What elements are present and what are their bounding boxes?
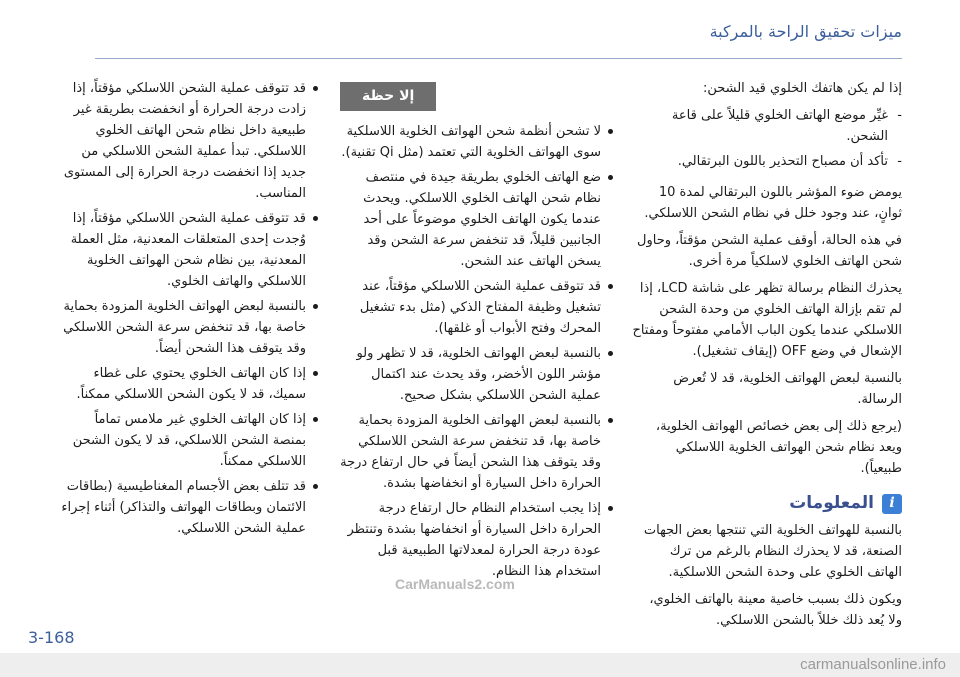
paragraph: يحذرك النظام برسالة تظهر على شاشة LCD، إذا لم تقم بإزالة الهاتف الخلوي من وحدة الشحن اللاسلكي عندما يكون الباب الأمامي مفتوحاً ومفتاح الإشعال في وضع OFF (إيقاف تشغيل). (632, 281, 902, 359)
header-divider (95, 58, 902, 59)
paragraph: (يرجع ذلك إلى بعض خصائص الهواتف الخلوية، ويعد نظام شحن الهواتف الخلوية اللاسلكي طبيعياً). (655, 419, 902, 476)
dash-item: - تأكد أن مصباح التحذير باللون البرتقالي. (632, 151, 902, 172)
middle-column (340, 78, 615, 586)
site-watermark: carmanualsonline.info (0, 653, 960, 677)
info-heading-label: المعلومات (789, 493, 874, 513)
header-title: ميزات تحقيق الراحة بالمركبة (709, 22, 902, 41)
bullet-item: بالنسبة لبعض الهواتف الخلوية المزودة بحماية خاصة بها، قد تنخفض سرعة الشحن اللاسلكي وقد يتوقف هذا الشحن أيضاً. (60, 296, 320, 359)
watermark-text: CarManuals2.com (395, 576, 515, 592)
warning-label: إلا حظة (340, 82, 436, 111)
page-number: 3-168 (28, 628, 75, 647)
bullet-item: قد تتوقف عملية الشحن اللاسلكي مؤقتاً، إذا زادت درجة الحرارة أو انخفضت بطريقة غير طبيعية داخل نظام شحن الهاتف الخلوي اللاسلكي. تبدأ عملية الشحن اللاسلكي من جديد إذا انخفضت درجة الحرارة إلى المستوى المناسب. (60, 78, 320, 204)
left-column (60, 78, 320, 543)
info-heading (632, 493, 902, 514)
bullet-item: بالنسبة لبعض الهواتف الخلوية المزودة بحماية خاصة بها، قد تنخفض سرعة الشحن اللاسلكي وقد يتوقف هذا الشحن أيضاً في حال ارتفاع درجة الحرارة داخل السيارة أو انخفاضها بشدة. (340, 410, 615, 494)
paragraph: بالنسبة لبعض الهواتف الخلوية، قد لا تُعرض الرسالة. (673, 371, 902, 407)
bullet-item: لا تشحن أنظمة شحن الهواتف الخلوية اللاسلكية سوى الهواتف الخلوية التي تعتمد (مثل Qi تقنية). (340, 121, 615, 163)
warning-label-wrap (340, 64, 615, 121)
info-paragraph: ويكون ذلك بسبب خاصية معينة بالهاتف الخلوي، ولا يُعد ذلك خللاً بالشحن اللاسلكي. (649, 592, 902, 628)
dash-item: - غيِّر موضع الهاتف الخلوي قليلاً على قاعة الشحن. (632, 105, 902, 147)
paragraph: في هذه الحالة، أوقف عملية الشحن مؤقتاً، وحاول شحن الهاتف الخلوي لاسلكياً مرة أخرى. (637, 233, 902, 269)
bullet-item: إذا كان الهاتف الخلوي يحتوي على غطاء سميك، قد لا يكون الشحن اللاسلكي ممكناً. (60, 363, 320, 405)
paragraph: يومض ضوء المؤشر باللون البرتقالي لمدة 10 ثوانٍ، عند وجود خلل في نظام الشحن اللاسلكي. (644, 185, 902, 221)
bullet-item: قد تتوقف عملية الشحن اللاسلكي مؤقتاً، إذا وُجدت إحدى المتعلقات المعدنية، مثل العملة المعدنية، بين نظام شحن الهواتف الخلوية اللاسلكي والهاتف الخلوي. (60, 208, 320, 292)
bullet-item: إذا كان الهاتف الخلوي غير ملامس تماماً بمنصة الشحن اللاسلكي، قد لا يكون الشحن اللاسلكي ممكناً. (60, 409, 320, 472)
right-intro: إذا لم يكن هاتفك الخلوي قيد الشحن: (702, 81, 902, 96)
info-icon: i (882, 494, 902, 514)
bullet-item: قد تتلف بعض الأجسام المغناطيسية (بطاقات الائتمان وبطاقات الهواتف والتذاكر) أثناء إجراء عملية الشحن اللاسلكي. (60, 476, 320, 539)
info-paragraph: بالنسبة للهواتف الخلوية التي تنتجها بعض الجهات الصنعة، قد لا يحذرك النظام بالرغم من ترك الهاتف الخلوي على وحدة الشحن اللاسلكية. (643, 523, 902, 580)
bullet-item: إذا يجب استخدام النظام حال ارتفاع درجة الحرارة داخل السيارة أو انخفاضها بشدة وتنتظر عودة درجة الحرارة لمعدلاتها الطبيعية قبل استخدام هذا النظام. (340, 498, 615, 582)
bullet-item: بالنسبة لبعض الهواتف الخلوية، قد لا تظهر ولو مؤشر اللون الأخضر، وقد يحدث عند اكتمال عملية الشحن اللاسلكي بشكل صحيح. (340, 343, 615, 406)
bullet-item: ضع الهاتف الخلوي بطريقة جيدة في منتصف نظام شحن الهاتف الخلوي اللاسلكي. ويحدث عندما يكون الهاتف الخلوي موضوعاً على أحد الجانبين قليلاً، قد تنخفض سرعة الشحن وقد يسخن الهاتف عند الشحن. (340, 167, 615, 272)
right-column (632, 78, 902, 637)
bullet-item: قد تتوقف عملية الشحن اللاسلكي مؤقتاً، عند تشغيل وظيفة المفتاح الذكي (مثل بدء تشغيل المحرك وفتح الأبواب أو غلقها). (340, 276, 615, 339)
